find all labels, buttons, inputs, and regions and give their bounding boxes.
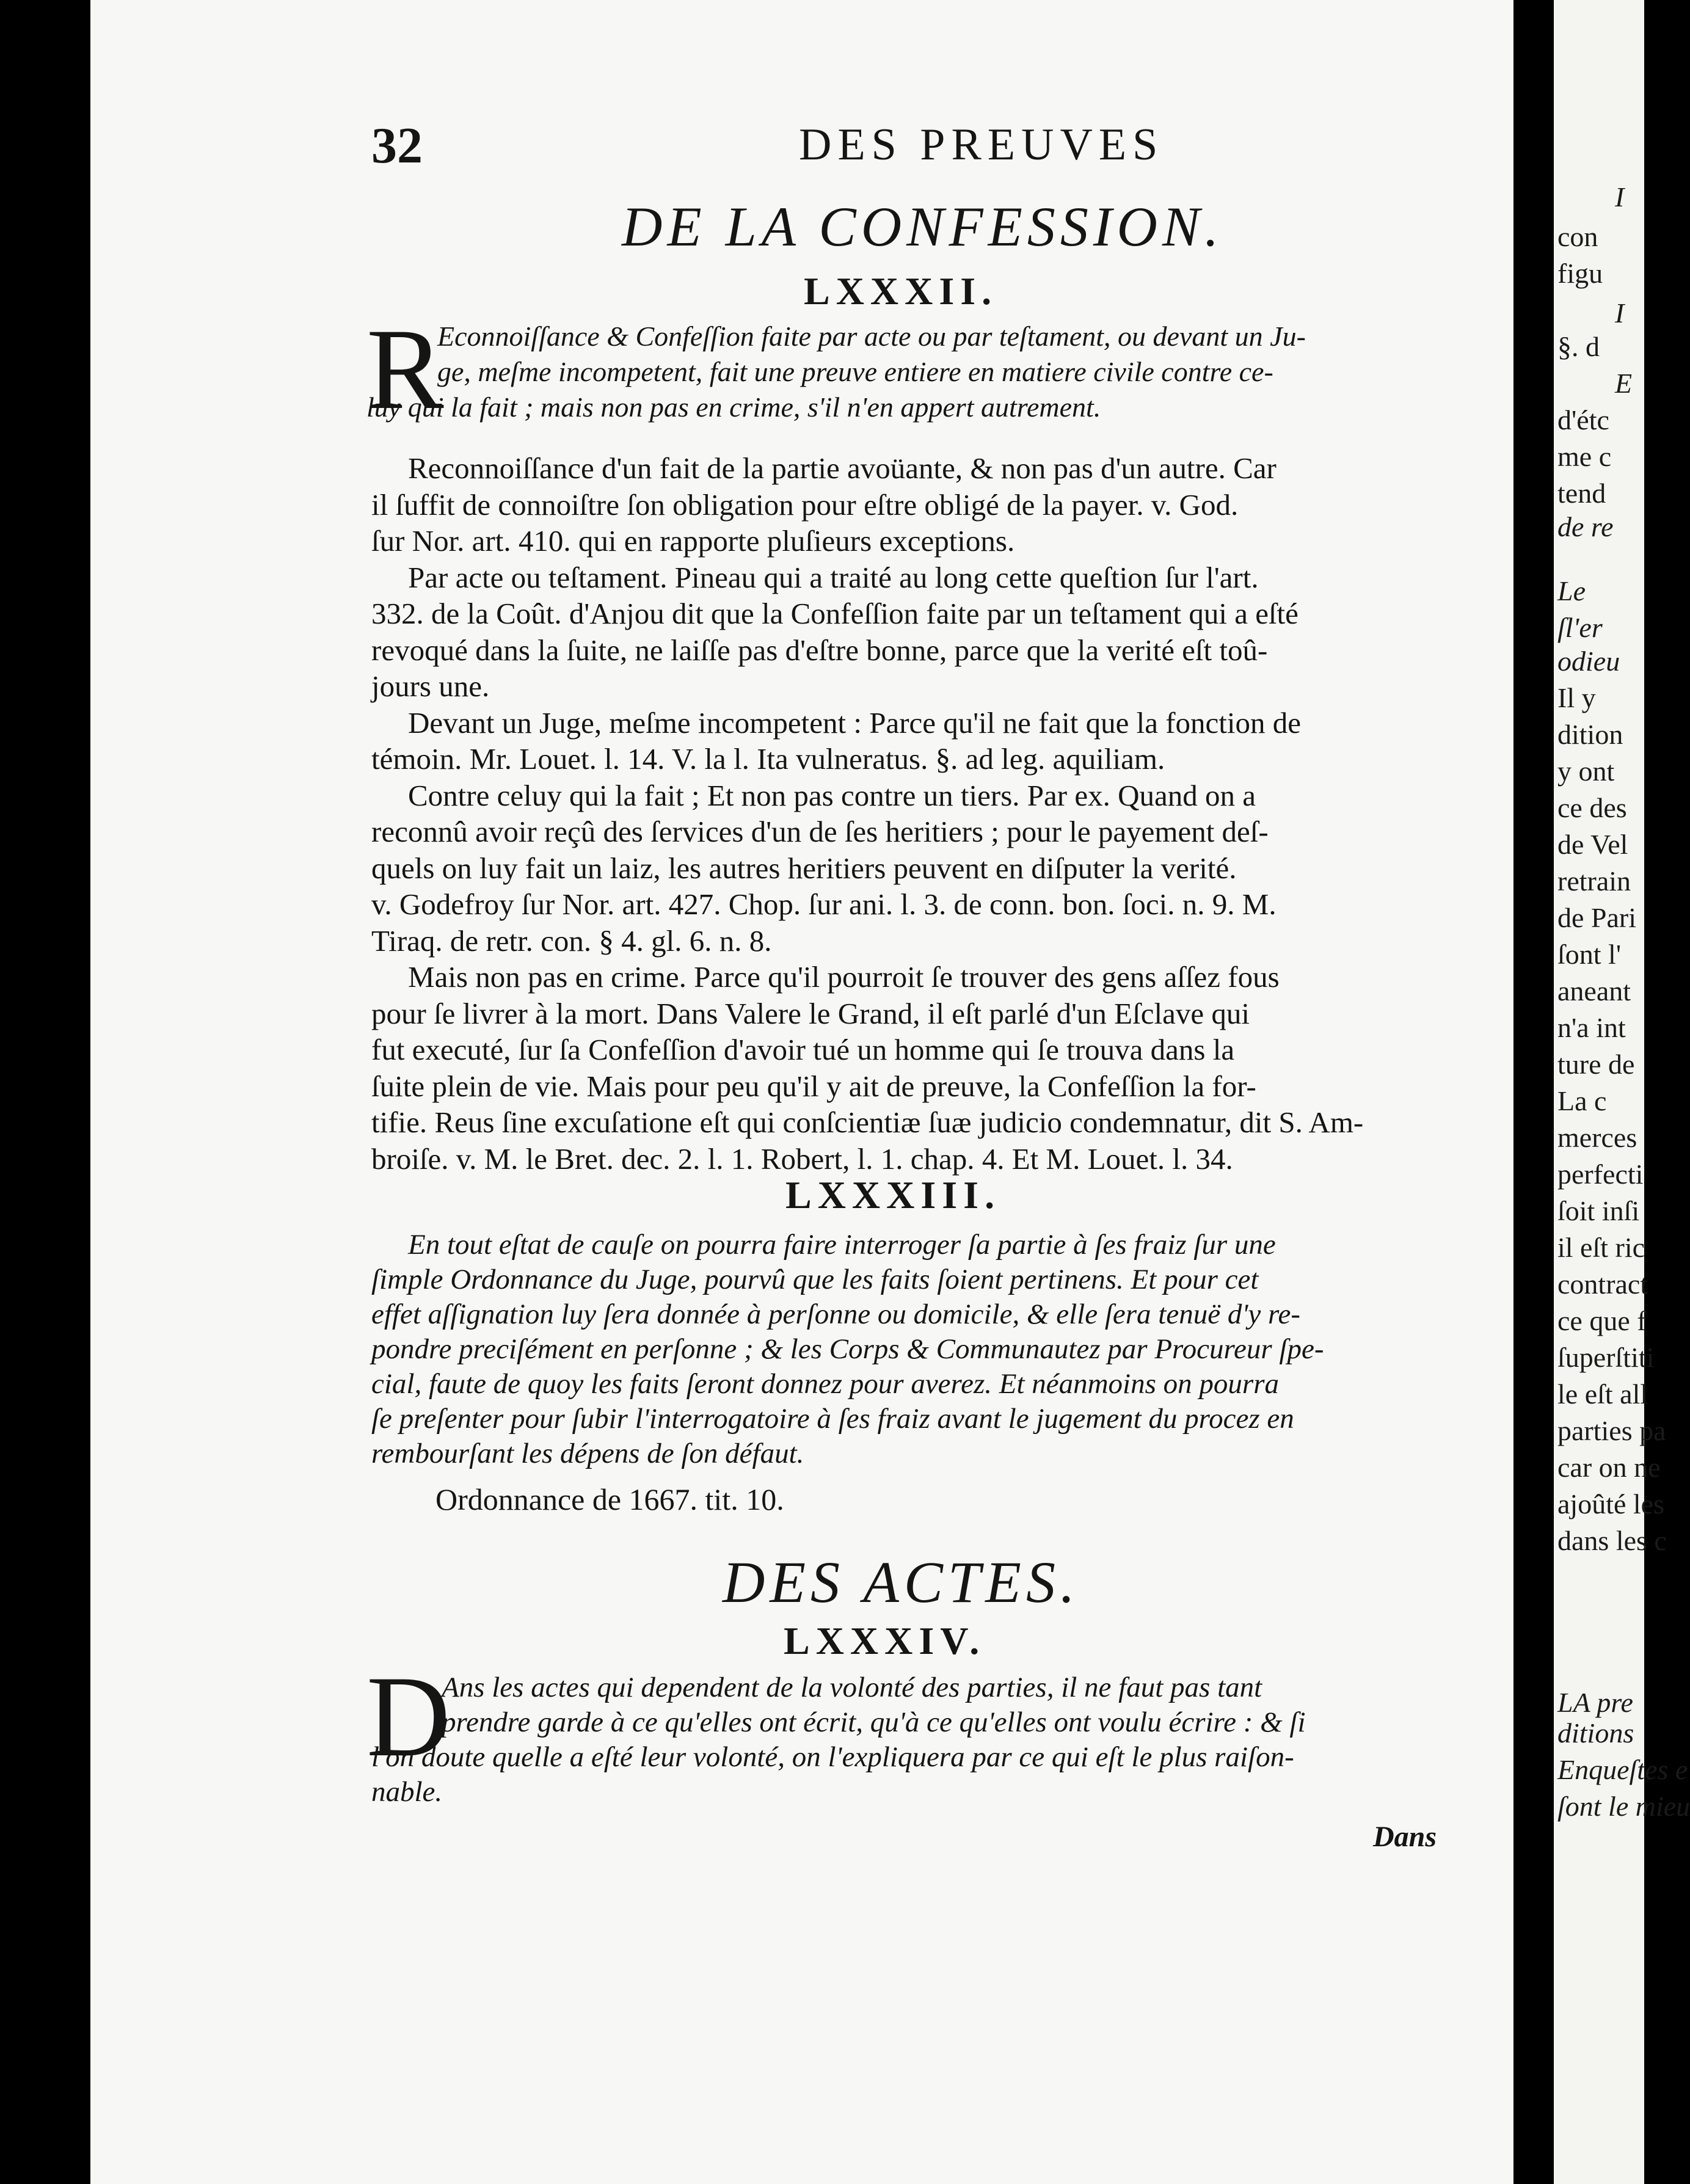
text-line: Par acte ou teſtament. Pineau qui a traité au long cette queſtion ſur l'art.: [408, 560, 1259, 594]
text-line: ſe preſenter pour ſubir l'interrogatoire à ſes fraiz avant le jugement du procez en: [371, 1403, 1294, 1435]
facing-text-fragment: de re: [1557, 511, 1614, 542]
drop-cap-d: D: [366, 1653, 451, 1781]
text-line: reconnû avoir reçû des ſervices d'un de ſes heritiers ; pour le payement deſ-: [371, 815, 1269, 848]
article-number-83: LXXXIII.: [785, 1173, 1001, 1217]
text-line: ſur Nor. art. 410. qui en rapporte pluſieurs exceptions.: [371, 524, 1015, 558]
facing-text-fragment: merces: [1557, 1122, 1637, 1153]
running-title: DES PREUVES: [799, 120, 1164, 170]
text-line: il ſuffit de connoiſtre ſon obligation pour eſtre obligé de la payer. v. God.: [371, 487, 1239, 522]
facing-text-fragment: ſoit inſi: [1557, 1195, 1640, 1226]
text-line: effet aſſignation luy ſera donnée à perſonne ou domicile, & elle ſera tenuë d'y re-: [371, 1298, 1301, 1330]
text-line: fut executé, ſur ſa Confeſſion d'avoir tué un homme qui ſe trouva dans la: [371, 1033, 1235, 1066]
facing-text-fragment: d'étc: [1557, 404, 1609, 435]
facing-text-fragment: Enqueſtes e: [1557, 1754, 1688, 1785]
text-line: l'on doute quelle a eſté leur volonté, on l'expliquera par ce qui eſt le plus raiſon-: [371, 1741, 1294, 1773]
catchword: Dans: [1373, 1821, 1437, 1853]
facing-text-fragment: ſont le mieu: [1557, 1791, 1690, 1822]
section-title-confession: DE LA CONFESSION.: [622, 195, 1224, 258]
section-title-actes: DES ACTES.: [723, 1549, 1080, 1615]
book-page-left: [90, 0, 1513, 2184]
facing-text-fragment: I: [1615, 297, 1625, 329]
text-line: cial, faute de quoy les faits ſeront donnez pour averez. Et néanmoins on pourra: [371, 1368, 1279, 1400]
text-line: Contre celuy qui la fait ; Et non pas contre un tiers. Par ex. Quand on a: [408, 778, 1256, 812]
text-line: nable.: [371, 1776, 443, 1808]
facing-text-fragment: de Vel: [1557, 829, 1628, 860]
facing-text-fragment: Il y: [1557, 682, 1596, 713]
text-line: témoin. Mr. Louet. l. 14. V. la l. Ita vulneratus. §. ad leg. aquiliam.: [371, 742, 1165, 776]
drop-cap-r: R: [366, 305, 444, 434]
facing-text-fragment: ſl'er: [1557, 612, 1603, 643]
facing-text-fragment: ſuperſtiti: [1557, 1342, 1655, 1373]
facing-text-fragment: ajoûté les: [1557, 1488, 1664, 1520]
facing-text-fragment: car on ne: [1557, 1452, 1661, 1483]
text-line: En tout eſtat de cauſe on pourra faire interroger ſa partie à ſes fraiz ſur une: [408, 1229, 1276, 1261]
facing-text-fragment: Le: [1557, 575, 1586, 606]
page-number: 32: [371, 117, 423, 174]
text-line: Mais non pas en crime. Parce qu'il pourroit ſe trouver des gens aſſez fous: [408, 960, 1280, 994]
article-number-84: LXXXIV.: [784, 1619, 986, 1662]
facing-text-fragment: ture de: [1557, 1049, 1635, 1080]
facing-text-fragment: La c: [1557, 1085, 1607, 1116]
text-line: ſuite plein de vie. Mais pour peu qu'il y ait de preuve, la Confeſſion la for-: [371, 1069, 1256, 1103]
facing-text-fragment: y ont: [1557, 755, 1615, 787]
text-line: tifie. Reus ſine excuſatione eſt qui conſcientiæ ſuæ judicio condemnatur, dit S. Am-: [371, 1105, 1364, 1139]
facing-page-edge: [1554, 0, 1690, 2184]
text-line: Econnoiſſance & Confeſſion faite par acte ou par teſtament, ou devant un Ju-: [437, 321, 1306, 352]
facing-text-fragment: ſont l': [1557, 939, 1622, 970]
facing-text-fragment: ce que f: [1557, 1305, 1647, 1336]
text-line: luy qui la fait ; mais non pas en crime, s'il n'en appert autrement.: [366, 391, 1101, 423]
text-line: pondre preciſément en perſonne ; & les Corps & Communautez par Procureur ſpe-: [371, 1333, 1324, 1365]
facing-text-fragment: dition: [1557, 719, 1623, 750]
facing-text-fragment: tend: [1557, 478, 1606, 509]
facing-text-fragment: me c: [1557, 441, 1612, 472]
facing-text-fragment: perfecti: [1557, 1159, 1644, 1190]
facing-text-fragment: le eſt all: [1557, 1378, 1648, 1410]
facing-text-fragment: de Pari: [1557, 902, 1637, 933]
facing-text-fragment: I: [1615, 181, 1625, 213]
text-line: Ans les actes qui dependent de la volonté des parties, il ne faut pas tant: [442, 1672, 1262, 1703]
text-line: Reconnoiſſance d'un fait de la partie avoüante, & non pas d'un autre. Car: [408, 451, 1277, 485]
text-line: revoqué dans la ſuite, ne laiſſe pas d'eſtre bonne, parce que la verité eſt toû-: [371, 633, 1268, 667]
facing-text-fragment: aneant: [1557, 975, 1631, 1006]
book-gutter: [1513, 0, 1554, 2184]
facing-text-fragment: il eſt ric: [1557, 1232, 1645, 1263]
text-line: v. Godefroy ſur Nor. art. 427. Chop. ſur ani. l. 3. de conn. bon. ſoci. n. 9. M.: [371, 887, 1277, 921]
article-number-82: LXXXII.: [804, 269, 998, 313]
text-line: ge, meſme incompetent, fait une preuve entiere en matiere civile contre ce-: [437, 356, 1273, 387]
text-line: Devant un Juge, meſme incompetent : Parce qu'il ne fait que la fonction de: [408, 705, 1302, 740]
text-line: quels on luy fait un laiz, les autres heritiers peuvent en diſputer la verité.: [371, 851, 1237, 885]
facing-text-fragment: §. d: [1557, 331, 1600, 362]
text-line: pour ſe livrer à la mort. Dans Valere le Grand, il eſt parlé d'un Eſclave qui: [371, 996, 1250, 1030]
facing-text-fragment: figu: [1557, 258, 1603, 289]
text-line: 332. de la Coût. d'Anjou dit que la Confeſſion faite par un teſtament qui a eſté: [371, 597, 1298, 630]
text-line: Tiraq. de retr. con. § 4. gl. 6. n. 8.: [371, 923, 772, 958]
text-line: ſimple Ordonnance du Juge, pourvû que les faits ſoient pertinens. Et pour cet: [371, 1264, 1259, 1295]
facing-text-fragment: contract: [1557, 1269, 1648, 1300]
text-line: prendre garde à ce qu'elles ont écrit, qu'à ce qu'elles ont voulu écrire : & ſi: [442, 1706, 1306, 1738]
facing-text-fragment: LA pre: [1557, 1687, 1633, 1718]
text-line: jours une.: [371, 669, 490, 703]
facing-text-fragment: ce des: [1557, 792, 1627, 823]
text-line: broiſe. v. M. le Bret. dec. 2. l. 1. Robert, l. 1. chap. 4. Et M. Louet. l. 34.: [371, 1141, 1233, 1176]
facing-text-fragment: con: [1557, 221, 1598, 252]
facing-text-fragment: parties pa: [1557, 1415, 1666, 1446]
facing-text-fragment: dans les c: [1557, 1525, 1667, 1556]
article-83-source: Ordonnance de 1667. tit. 10.: [435, 1482, 784, 1516]
facing-text-fragment: retrain: [1557, 865, 1631, 897]
facing-text-fragment: ditions: [1557, 1717, 1634, 1749]
facing-text-fragment: odieu: [1557, 646, 1620, 677]
text-line: rembourſant les dépens de ſon défaut.: [371, 1438, 804, 1469]
facing-text-fragment: E: [1615, 368, 1633, 399]
facing-text-fragment: n'a int: [1557, 1012, 1626, 1043]
